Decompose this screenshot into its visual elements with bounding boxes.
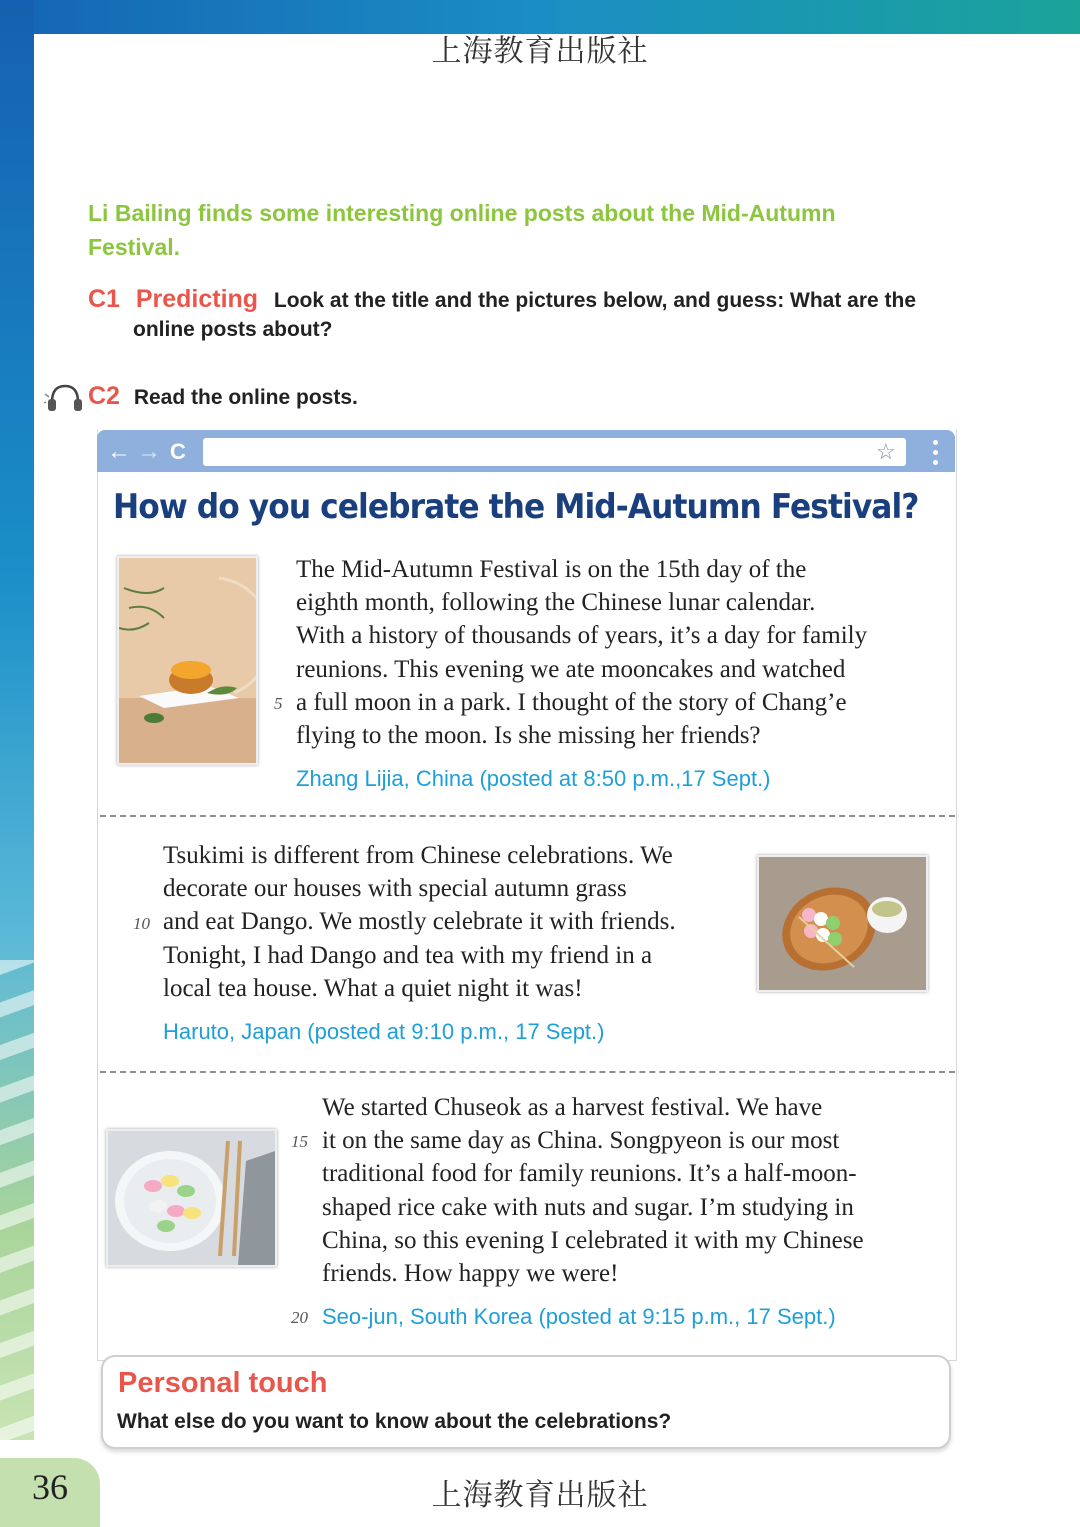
task-c1-label: C1 (88, 285, 120, 313)
post-divider (100, 1071, 955, 1073)
address-bar[interactable] (203, 438, 906, 466)
post-2-text (163, 839, 676, 1005)
task-c1 (88, 282, 988, 318)
headphones-icon (44, 380, 86, 416)
header-publisher: 上海教育出版社 (431, 34, 649, 69)
post-3-line: it on the same day as China. Songpyeon is our most (322, 1127, 840, 1155)
post-2-line: local tea house. What a quiet night it was! (163, 974, 583, 1002)
post-3-line: We started Chuseok as a harvest festival. We have (322, 1094, 823, 1121)
post-3-line: China, so this evening I celebrated it with my Chinese (322, 1226, 864, 1254)
post-2-line: Tsukimi is different from Chinese celebrations. We (163, 842, 673, 869)
bookmark-star-icon[interactable]: ☆ (876, 439, 896, 464)
post-divider (100, 815, 955, 817)
personal-touch-question: What else do you want to know about the celebrations? (117, 1410, 672, 1433)
intro-line-1: Li Bailing finds some interesting online posts about the Mid-Autumn (88, 200, 836, 226)
songpyeon-photo (106, 1129, 277, 1267)
left-stripes (0, 960, 34, 1440)
dango-photo (757, 855, 928, 992)
refresh-icon[interactable]: C (170, 439, 186, 464)
post-3-line: shaped rice cake with nuts and sugar. I’m studying in (322, 1193, 854, 1221)
task-c2-text: Read the online posts. (133, 386, 358, 409)
footer-publisher: 上海教育出版社 (431, 1478, 649, 1513)
post-1-text (296, 553, 867, 752)
post-1-author[interactable]: Zhang Lijia, China (posted at 8:50 p.m.,17 Sept.) (296, 766, 771, 791)
task-c2-label: C2 (88, 382, 120, 410)
line-number: 15 (291, 1132, 308, 1151)
personal-touch-title: Personal touch (118, 1367, 328, 1399)
line-number: 20 (291, 1308, 308, 1327)
post-2-line: Tonight, I had Dango and tea with my friend in a (163, 941, 653, 969)
post-3-line: friends. How happy we were! (322, 1259, 619, 1287)
post-2-line: and eat Dango. We mostly celebrate it with friends. (163, 908, 676, 936)
task-c1-text-line2: online posts about? (133, 318, 333, 341)
intro-text (88, 196, 908, 264)
post-1-line: eighth month, following the Chinese lunar calendar. (296, 589, 816, 617)
post-3-author[interactable]: Seo-jun, South Korea (posted at 9:15 p.m., 17 Sept.) (322, 1304, 836, 1329)
post-1-line: With a history of thousands of years, it’s a day for family (296, 622, 868, 650)
post-1-line: The Mid-Autumn Festival is on the 15th day of the (296, 556, 807, 583)
page-title: How do you celebrate the Mid-Autumn Festival? (113, 487, 919, 527)
task-c1-text: Look at the title and the pictures below, and guess: What are the (273, 289, 917, 312)
line-number: 5 (274, 694, 283, 713)
post-3-line: traditional food for family reunions. It’s a half-moon- (322, 1160, 857, 1188)
task-c2 (88, 381, 358, 413)
menu-dots-icon[interactable] (926, 434, 946, 470)
page-number: 36 (32, 1467, 68, 1507)
back-arrow-icon[interactable]: ← (107, 438, 131, 465)
post-3-text (322, 1091, 864, 1290)
forward-arrow-icon[interactable]: → (137, 438, 161, 465)
post-1-line: flying to the moon. Is she missing her friends? (296, 721, 761, 749)
line-number: 10 (133, 914, 150, 933)
post-1-line: reunions. This evening we ate mooncakes and watched (296, 655, 846, 683)
post-2-line: decorate our houses with special autumn grass (163, 875, 627, 903)
post-1-line: a full moon in a park. I thought of the story of Chang’e (296, 688, 847, 716)
mooncake-photo (117, 556, 258, 765)
intro-line-2: Festival. (88, 234, 181, 260)
task-c1-skill: Predicting (135, 285, 259, 313)
post-2-author[interactable]: Haruto, Japan (posted at 9:10 p.m., 17 Sept.) (163, 1019, 605, 1044)
